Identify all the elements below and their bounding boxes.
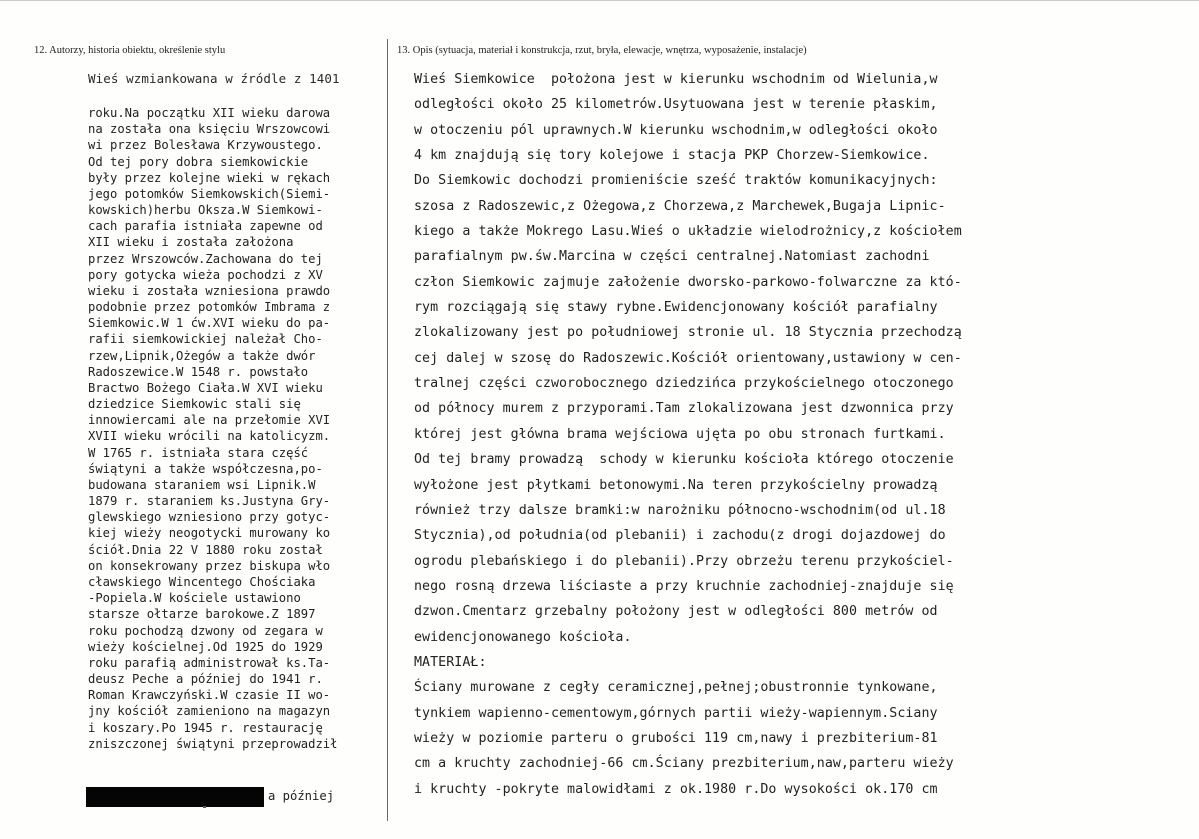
description-text-line: również trzy dalsze bramki:w narożniku północno-wschodnim(od ul.18	[414, 502, 946, 518]
description-text-line: Do Siemkowic dochodzi promieniście sześć traktów komunikacyjnych:	[414, 173, 938, 189]
history-text	[88, 105, 384, 752]
description-text-line: odległości około 25 kilometrów.Usytuowana jest w terenie płaskim,	[414, 97, 938, 113]
description-text-line: ewidencjonowanego kościoła.	[414, 629, 632, 645]
description-text-line: wieży w poziomie parteru o grubości 119 cm,nawy i prezbiterium-81	[414, 730, 938, 746]
description-text-line: Od tej bramy prowadzą schody w kierunku kościoła którego otoczenie	[414, 452, 954, 468]
description-text-line: wyłożone jest płytkami betonowymi.Na teren przykościelny prowadzą	[414, 477, 938, 493]
description-text-line: w otoczeniu pól uprawnych.W kierunku wschodnim,w odległości około	[414, 122, 938, 138]
description-text-line: ogrodu plebańskiego i do plebanii).Przy obrzeżu terenu przykościel-	[414, 553, 954, 569]
history-last-fragment: a później	[268, 789, 335, 803]
history-text-line: i koszary.Po 1945 r. restaurację	[88, 720, 323, 735]
history-text-line: roku pochodzą dzwony od zegara w	[88, 623, 323, 638]
history-text-line: podobnie przez potomków Imbrama z	[88, 300, 331, 315]
history-first-line: Wieś wzmiankowana w źródle z 1401	[88, 71, 340, 86]
history-text-line: na została ona księciu Wrszowcowi	[88, 122, 331, 137]
history-text-line: innowiercami ale na przełomie XVI	[88, 413, 331, 428]
history-text-line: Siemkowic.W 1 ćw.XVI wieku do pa-	[88, 316, 331, 331]
redaction-block	[86, 787, 264, 807]
description-text-line: kiego a także Mokrego Lasu.Wieś o układzie wielodrożnicy,z kościołem	[414, 224, 962, 240]
history-text-line: kiej wieży neogotycki murowany ko	[88, 526, 331, 541]
history-text-line: deusz Peche a później do 1941 r.	[88, 672, 323, 687]
description-text-line: zlokalizowany jest po południowej stronie ul. 18 Stycznia przechodzą	[414, 325, 962, 341]
description-text-line: parafialnym pw.św.Marcina w części centralnej.Natomiast zachodni	[414, 249, 930, 265]
ink-dot	[203, 806, 206, 808]
history-text-line: Od tej pory dobra siemkowickie	[88, 154, 309, 169]
history-text-line: starsze ołtarze barokowe.Z 1897	[88, 607, 316, 622]
history-text-line: Radoszewice.W 1548 r. powstało	[88, 364, 309, 379]
history-text-line: 1879 r. staraniem ks.Justyna Gry-	[88, 494, 331, 509]
history-text-line: przez Wrszowców.Zachowana do tej	[88, 251, 323, 266]
history-text-line: dziedzice Siemkowic stali się	[88, 397, 301, 412]
description-text-line: i kruchty -pokryte malowidłami z ok.1980 r.Do wysokości ok.170 cm	[414, 781, 938, 797]
history-text-line: ściół.Dnia 22 V 1880 roku został	[88, 542, 323, 557]
description-text-line: dzwon.Cmentarz grzebalny położony jest w odległości 800 metrów od	[414, 604, 938, 620]
history-text-line: XVII wieku wrócili na katolicyzm.	[88, 429, 331, 444]
history-text-line: XII wieku i została założona	[88, 235, 294, 250]
history-text-line: roku parafią administrował ks.Ta-	[88, 655, 331, 670]
history-text-line: Bractwo Bożego Ciała.W XVI wieku	[88, 380, 323, 395]
description-text-line: Wieś Siemkowice położona jest w kierunku wschodnim od Wielunia,w	[414, 72, 938, 87]
history-text-line: były przez kolejne wieki w rękach	[88, 170, 331, 185]
history-text-line: jny kościół zamieniono na magazyn	[88, 704, 331, 719]
history-text-line: rzew,Lipnik,Ożegów a także dwór	[88, 348, 316, 363]
history-text-line: wieży kościelnej.Od 1925 do 1929	[88, 639, 323, 654]
description-text-line: cm a kruchty zachodniej-66 cm.Ściany prezbiterium,naw,parteru wieży	[414, 756, 954, 772]
column-divider	[387, 39, 388, 821]
history-text-line: rafii siemkowickiej należał Cho-	[88, 332, 323, 347]
section-13-header: 13. Opis (sytuacja, materiał i konstrukcja, rzut, bryła, elewacje, wnętrza, wyposażenie, instalacje)	[397, 45, 807, 56]
section-12-header: 12. Autorzy, historia obiektu, określenie stylu	[34, 45, 226, 56]
history-text-line: glewskiego wzniesiono przy gotyc-	[88, 510, 331, 525]
history-text-line: cach parafia istniała zapewne od	[88, 219, 323, 234]
description-text-line: rym rozciągają się stawy rybne.Ewidencjonowany kościół parafialny	[414, 300, 938, 316]
description-text-line: od północy murem z przyporami.Tam zlokalizowana jest dzwonnica przy	[414, 401, 954, 417]
description-text-line: tynkiem wapienno-cementowym,górnych partii wieży-wapiennym.Sciany	[414, 705, 938, 721]
description-text-line: szosa z Radoszewic,z Ożegowa,z Chorzewa,z Marchewek,Bugaja Lipnic-	[414, 198, 946, 214]
history-text-line: pory gotycka wieża pochodzi z XV	[88, 267, 323, 282]
history-text-line: świątyni a także współczesna,po-	[88, 461, 323, 476]
history-text-line: Roman Krawczyński.W czasie II wo-	[88, 688, 331, 703]
history-text-line: W 1765 r. istniała stara część	[88, 445, 309, 460]
description-text-line: Stycznia),od południa(od plebanii) i zachodu(z drogi dojazdowej do	[414, 528, 946, 544]
history-text-line: budowana staraniem wsi Lipnik.W	[88, 477, 316, 492]
description-text-line: człon Siemkowic zajmuje założenie dworsko-parkowo-folwarczne za któ-	[414, 274, 962, 290]
description-text-line: Ściany murowane z cegły ceramicznej,pełnej;obustronnie tynkowane,	[414, 680, 938, 696]
history-text-line: wieku i została wzniesiona prawdo	[88, 283, 331, 298]
description-text-line: nego rosną drzewa liściaste a przy kruchnie zachodniej-znajduje się	[414, 578, 954, 594]
history-text-line: zniszczonej świątyni przeprowadził	[88, 736, 338, 751]
history-text-line: kowskich)herbu Okszа.W Siemkowi-	[88, 203, 323, 218]
description-text-line: której jest główna brama wejściowa ujęta po obu stronach furtkami.	[414, 426, 946, 442]
description-text-line: 4 km znajdują się tory kolejowe i stacja PKP Chorzew-Siemkowice.	[414, 148, 930, 164]
history-text-line: jego potomków Siemkowskich(Siemi-	[88, 186, 331, 201]
description-text-line: cej dalej w szosę do Radoszewic.Kościół orientowany,ustawiony w cen-	[414, 350, 962, 366]
history-text-line: wi przez Bolesława Krzywoustego.	[88, 138, 323, 153]
history-text-line: cławskiego Wincentego Chościaka	[88, 574, 316, 589]
description-text-line: tralnej części czworobocznego dziedzińca przykościelnego otoczonego	[414, 376, 954, 392]
history-text-line: -Popiela.W kościele ustawiono	[88, 591, 301, 606]
description-text-line: MATERIAŁ:	[414, 654, 487, 670]
description-text	[414, 67, 1174, 802]
history-text-line: on konsekrowany przez biskupa wło	[88, 558, 331, 573]
history-text-line: roku.Na początku XII wieku darowa	[88, 106, 331, 120]
